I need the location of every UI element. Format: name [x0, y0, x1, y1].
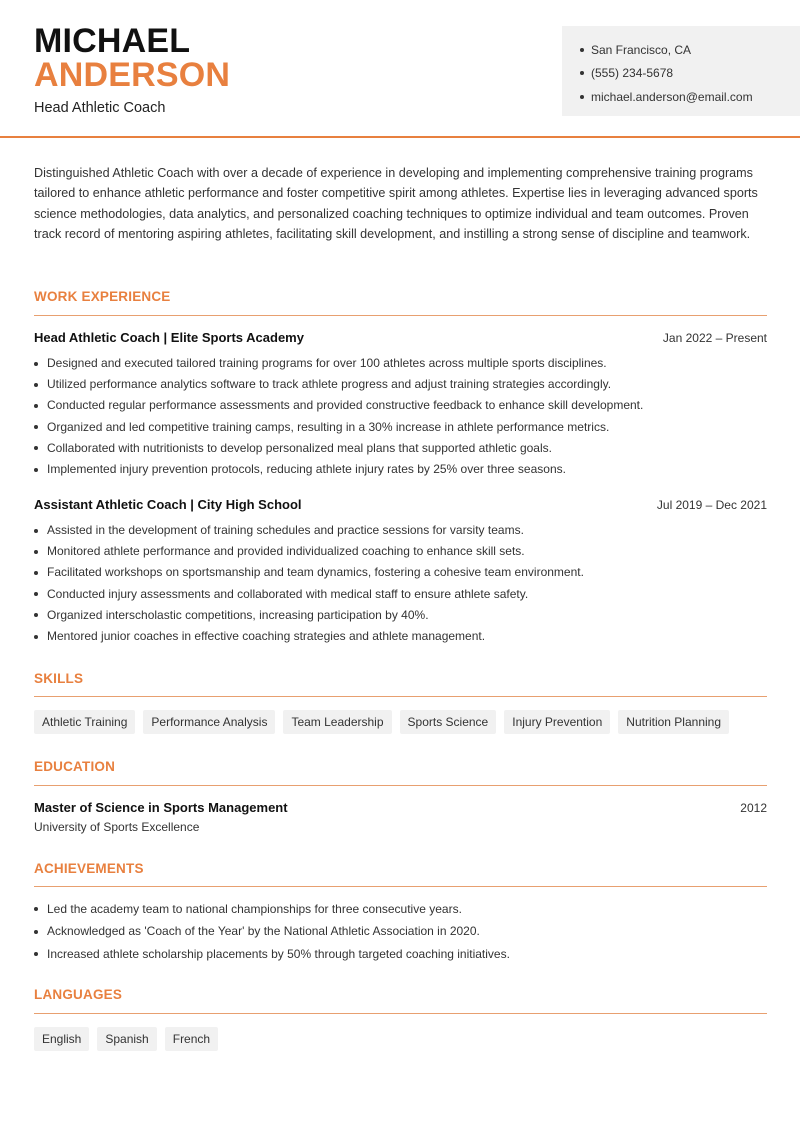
job-bullets: [34, 520, 767, 647]
bullet-icon: [34, 468, 38, 472]
location-text: San Francisco, CA: [591, 42, 692, 57]
contact-box: [562, 26, 800, 116]
education-header: [34, 800, 767, 815]
bullet-icon: [580, 48, 584, 52]
skills-list: [34, 710, 729, 734]
list-item: Increased athlete scholarship placements by 50% through targeted coaching initiatives.: [34, 943, 767, 966]
job-header: [34, 330, 767, 345]
section-title-skills: SKILLS: [34, 671, 84, 686]
bullet-icon: [34, 550, 38, 554]
bullet-icon: [34, 930, 38, 934]
section-title-achievements: ACHIEVEMENTS: [34, 861, 144, 876]
list-item: Collaborated with nutritionists to develop personalized meal plans that supported athletic goals.: [34, 438, 767, 459]
job-role: Head Athletic Coach | Elite Sports Academy: [34, 330, 304, 345]
list-item: Acknowledged as 'Coach of the Year' by the National Athletic Association in 2020.: [34, 921, 767, 944]
bullet-icon: [34, 425, 38, 429]
bullet-icon: [34, 635, 38, 639]
bullet-icon: [34, 446, 38, 450]
list-item: Mentored junior coaches in effective coaching strategies and athlete management.: [34, 626, 767, 647]
skill-tag: Nutrition Planning: [618, 710, 729, 734]
section-divider: [34, 785, 767, 786]
contact-email: [580, 85, 800, 109]
list-item: Organized and led competitive training camps, resulting in a 30% increase in athlete performance metrics.: [34, 417, 767, 438]
bullet-icon: [580, 71, 584, 75]
list-item: Conducted injury assessments and collaborated with medical staff to ensure athlete safety.: [34, 584, 767, 605]
achievements-list: [34, 898, 767, 966]
skill-tag: Performance Analysis: [143, 710, 275, 734]
bullet-icon: [580, 95, 584, 99]
list-item: Organized interscholastic competitions, increasing participation by 40%.: [34, 605, 767, 626]
resume-header: [0, 0, 800, 138]
contact-location: [580, 38, 800, 62]
list-item: Assisted in the development of training schedules and practice sessions for varsity teams.: [34, 520, 767, 541]
contact-phone: [580, 62, 800, 86]
skill-tag: Injury Prevention: [504, 710, 610, 734]
list-item: Facilitated workshops on sportsmanship and team dynamics, fostering a cohesive team environment.: [34, 562, 767, 583]
list-item: Monitored athlete performance and provided individualized coaching to enhance skill sets.: [34, 541, 767, 562]
list-item: Utilized performance analytics software to track athlete progress and adjust training strategies accordingly.: [34, 374, 767, 395]
section-title-languages: LANGUAGES: [34, 987, 123, 1002]
bullet-icon: [34, 362, 38, 366]
bullet-icon: [34, 383, 38, 387]
bullet-icon: [34, 952, 38, 956]
job-header: [34, 497, 767, 512]
bullet-icon: [34, 592, 38, 596]
list-item: Led the academy team to national championships for three consecutive years.: [34, 898, 767, 921]
last-name: ANDERSON: [34, 56, 231, 94]
skill-tag: Team Leadership: [283, 710, 391, 734]
job-dates: Jan 2022 – Present: [662, 331, 767, 345]
bullet-icon: [34, 571, 38, 575]
language-tag: English: [34, 1027, 89, 1051]
language-tag: Spanish: [97, 1027, 156, 1051]
section-divider: [34, 696, 767, 697]
skill-tag: Athletic Training: [34, 710, 135, 734]
email-text: michael.anderson@email.com: [591, 89, 753, 104]
list-item: Designed and executed tailored training programs for over 100 athletes across multiple sports disciplines.: [34, 353, 767, 374]
job-bullets: [34, 353, 767, 480]
education-degree: Master of Science in Sports Management: [34, 800, 288, 815]
professional-summary: Distinguished Athletic Coach with over a decade of experience in developing and implementing comprehensive training programs tailored to enhance athletic performance and foster competitive spirit among athletes. Expertise lies in leveraging advanced sports science methodologies, data analytics, and personalized coaching techniques to optimize individual and team outcomes. Proven track record of mentoring aspiring athletes, facilitating skill development, and instilling a strong sense of discipline and teamwork.: [34, 166, 758, 242]
list-item: Implemented injury prevention protocols, reducing athlete injury rates by 25% over three seasons.: [34, 459, 767, 480]
bullet-icon: [34, 529, 38, 533]
bullet-icon: [34, 613, 38, 617]
bullet-icon: [34, 404, 38, 408]
section-divider: [34, 886, 767, 887]
section-divider: [34, 315, 767, 316]
section-title-education: EDUCATION: [34, 759, 116, 774]
languages-list: [34, 1027, 218, 1051]
skill-tag: Sports Science: [400, 710, 497, 734]
phone-text: (555) 234-5678: [591, 66, 674, 81]
education-year: 2012: [740, 801, 767, 815]
first-name: MICHAEL: [34, 22, 191, 60]
job-role: Assistant Athletic Coach | City High School: [34, 497, 302, 512]
job-dates: Jul 2019 – Dec 2021: [656, 498, 767, 512]
bullet-icon: [34, 907, 38, 911]
language-tag: French: [165, 1027, 218, 1051]
section-divider: [34, 1013, 767, 1014]
education-school: University of Sports Excellence: [34, 820, 200, 834]
section-title-work-experience: WORK EXPERIENCE: [34, 289, 171, 304]
list-item: Conducted regular performance assessments and provided constructive feedback to enhance skill development.: [34, 395, 767, 416]
job-title: Head Athletic Coach: [34, 100, 166, 116]
